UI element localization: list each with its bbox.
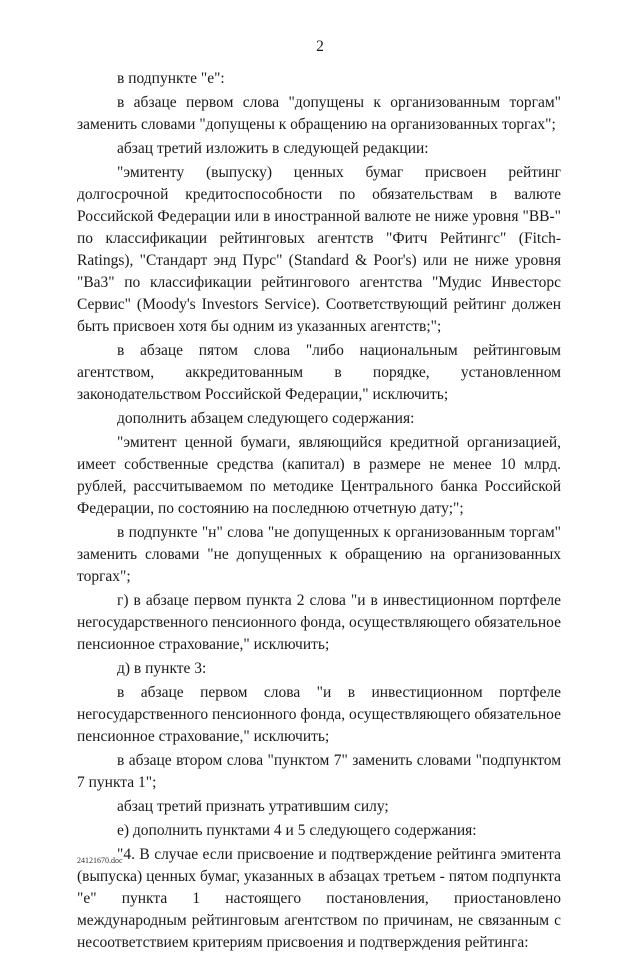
paragraph: "эмитенту (выпуску) ценных бумаг присвоен рейтинг долгосрочной кредитоспособности по обязательствам в валюте Российской Федерации или в иностранной валюте не ниже уровня "BB-" по классификации рейтинговых агентств "Фитч Рейтингс" (Fitch-Ratings), "Стандарт энд Пурс" (Standard & Poor's) или не ниже уровня "Ba3" по классификации рейтингового агентства "Мудис Инвесторс Сервис" (Moody's Investors Service). Соответствующий рейтинг должен быть присвоен хотя бы одним из указанных агентств;"; — [77, 164, 561, 335]
paragraph: абзац третий признать утратившим силу; — [117, 798, 389, 815]
paragraph: абзац третий изложить в следующей редакции: — [117, 140, 429, 157]
paragraph: "эмитент ценной бумаги, являющийся кредитной организацией, имеет собственные средства (капитал) в размере не менее 10 млрд. рублей, рассчитываемом по методике Центрального банка Российской Федерации, по состоянию на последнюю отчетную дату;"; — [77, 434, 561, 517]
paragraph: в абзаце пятом слова "либо национальным рейтинговым агентством, аккредитованным в порядке, установленном законодательством Российской Федерации," исключить; — [77, 342, 561, 403]
paragraph: в подпункте "н" слова "не допущенных к организованным торгам" заменить словами "не допущенных к обращению на организованных торгах"; — [77, 524, 561, 585]
paragraph: г) в абзаце первом пункта 2 слова "и в инвестиционном портфеле негосударственного пенсионного фонда, осуществляющего обязательное пенсионное страхование," исключить; — [77, 592, 561, 653]
paragraph: в подпункте "е": — [117, 70, 225, 87]
paragraph: в абзаце втором слова "пунктом 7" заменить словами "подпунктом 7 пункта 1"; — [77, 752, 561, 791]
document-body — [77, 68, 561, 956]
paragraph: "4. В случае если присвоение и подтверждение рейтинга эмитента (выпуска) ценных бумаг, указанных в абзацах третьем - пятом подпункта "е" пункта 1 настоящего постановления, приостановлено международным рейтинговым агентством по причинам, не связанным с несоответствием критериям присвоения и подтверждения рейтинга: — [77, 846, 561, 951]
paragraph: е) дополнить пунктами 4 и 5 следующего содержания: — [117, 822, 477, 839]
paragraph: д) в пункте 3: — [117, 660, 207, 677]
page-number: 2 — [316, 38, 324, 55]
document-filename: 24121670.doc — [77, 856, 123, 865]
paragraph: дополнить абзацем следующего содержания: — [117, 410, 415, 427]
paragraph: в абзаце первом слова "допущены к организованным торгам" заменить словами "допущены к обращению на организованных торгах"; — [77, 94, 561, 133]
paragraph: в абзаце первом слова "и в инвестиционном портфеле негосударственного пенсионного фонда, осуществляющего обязательное пенсионное страхование," исключить; — [77, 684, 561, 745]
